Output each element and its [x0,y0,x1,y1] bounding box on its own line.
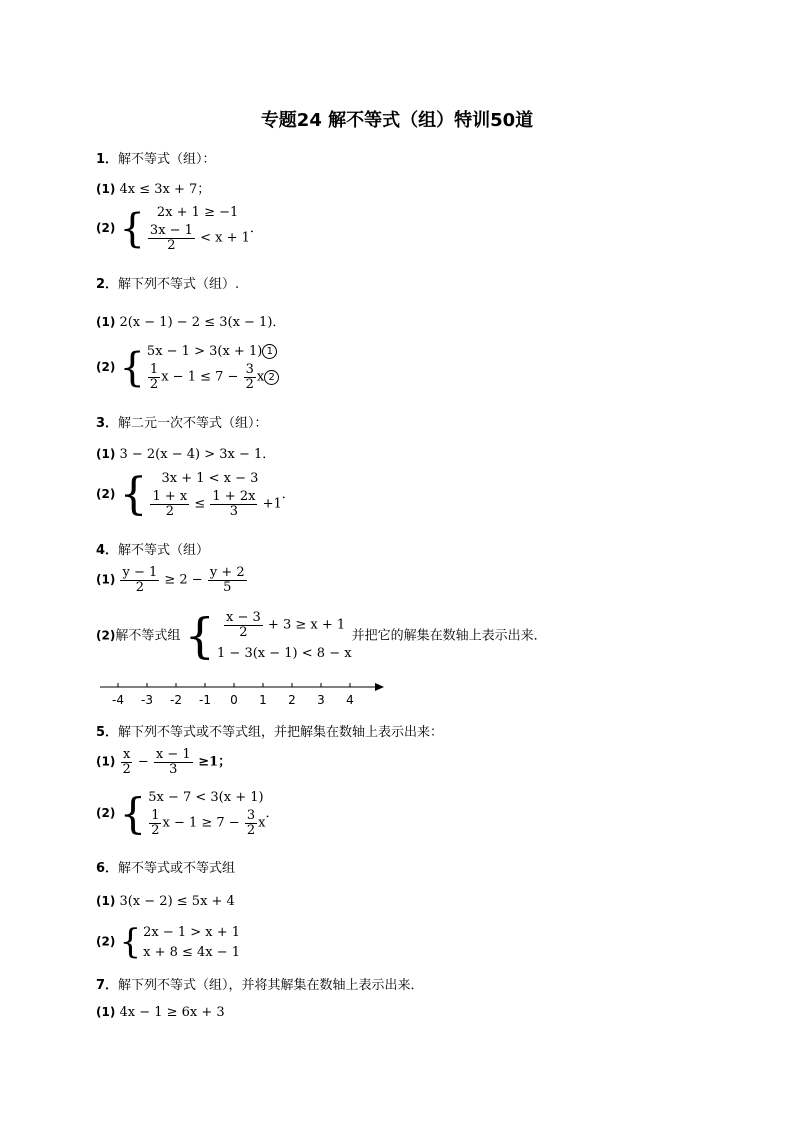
denominator: 2 [239,624,248,640]
inequality: 4x ≤ 3x + 7； [119,182,211,197]
punct: ． [249,221,263,237]
q4-part-2 [96,608,547,664]
expr: +1 [258,496,282,512]
tick-label: 4 [346,693,354,707]
q3-part-1 [96,443,275,462]
question-text: 解不等式（组）： [118,152,216,167]
brace-icon: { [119,789,147,839]
inequality: 3(x − 2) ≤ 5x + 4 [119,894,235,909]
question-text: 解下列不等式或不等式组，并把解集在数轴上表示出来： [118,725,444,740]
part-label: (1) [96,182,116,196]
number-line [96,676,388,710]
part-label: (1) [96,572,116,587]
denominator: 2 [167,237,176,253]
circled-number-icon: 1 [262,344,277,359]
system-row: 1 − 3(x − 1) < 8 − x [217,645,352,661]
part-label: (1) [96,315,116,329]
brace-icon: { [119,205,145,252]
tick-label: 3 [317,693,325,707]
punct: ． [265,806,279,822]
question-text: 解下列不等式（组）. [118,277,240,292]
expr: − [133,754,153,770]
numerator: y − 1 [122,565,158,580]
system-row: 2x − 1 > x + 1 [143,924,241,940]
numerator: 3 [246,808,256,823]
question-2 [96,273,239,292]
expr: + 3 ≥ x + 1 [263,617,346,633]
part-label: (1) [96,894,116,908]
expr: 5x − 1 > 3(x + 1) [146,344,263,359]
question-7 [96,974,424,993]
q7-part-1 [96,1005,225,1020]
q4-part-1 [96,566,248,594]
tick-label: 2 [288,693,296,707]
denominator: 2 [246,822,256,838]
numerator: 1 + 2x [212,489,256,504]
denominator: 2 [122,761,131,777]
question-3 [96,412,268,431]
system-row: 5x − 7 < 3(x + 1) [148,790,264,805]
question-text: 解下列不等式（组），并将其解集在数轴上表示出来． [118,978,424,993]
inequality-system [119,469,281,520]
system-row [149,488,281,520]
part-label: (2) [96,628,116,643]
part-label: (2) [96,806,116,821]
question-6 [96,857,235,876]
numerator: x − 3 [226,610,261,626]
system-row [217,609,352,641]
brace-icon: { [184,608,216,664]
q6-part-1 [96,894,235,909]
denominator: 2 [151,822,160,838]
expr: ≥ 2 − [160,572,207,588]
question-number: 7． [96,978,119,993]
q6-part-2 [96,922,240,962]
system-row [147,222,250,254]
inequality-system [119,788,265,839]
part-label: (1) [96,754,116,769]
tick-label: 1 [259,693,267,707]
punct: ． [281,487,295,503]
brace-icon: { [119,469,148,521]
denominator: 2 [165,503,174,519]
numerator: 1 [151,808,160,823]
expr: < x + 1 [195,230,250,246]
question-4 [96,539,209,558]
part-label: (1) [96,1005,116,1019]
brace-icon: { [119,344,145,391]
q2-part-2 [96,342,279,393]
part-label: (2) [96,360,116,375]
question-number: 6． [96,861,119,876]
question-number: 3． [96,416,119,431]
denominator: 3 [229,503,239,519]
expr: x [258,815,266,831]
tick-label: 0 [230,693,238,707]
arrow-icon [375,683,384,691]
system-row [148,807,265,839]
tick-label: -3 [141,693,153,707]
expr: x [256,369,265,385]
expr: x − 1 ≥ 7 − [162,815,244,831]
inequality: 2(x − 1) − 2 ≤ 3(x − 1)． [119,315,286,330]
inequality: 4x − 1 ≥ 6x + 3 [119,1005,225,1020]
denominator: 2 [149,376,159,392]
numerator: y + 2 [209,565,245,580]
q1-part-1 [96,178,210,197]
part-label: (2) [96,221,116,236]
tick-label: -1 [199,693,211,707]
expr: ≥1； [193,754,232,770]
q2-part-1 [96,311,285,330]
part-label: (2) [96,934,116,949]
numerator: x [122,747,131,762]
brace-icon: { [119,922,142,962]
inequality-system [119,342,279,393]
q5-part-2 [96,788,278,839]
question-number: 4． [96,543,119,558]
q1-part-2 [96,203,263,254]
q5-part-1 [96,748,231,776]
system-row [147,361,279,393]
circled-number-icon: 2 [264,370,279,385]
denominator: 3 [169,761,178,777]
numerator: 1 [149,362,159,377]
denominator: 2 [135,579,144,595]
denominator: 5 [223,579,232,595]
inequality-system [184,608,351,664]
question-5 [96,721,443,740]
question-text: 解不等式或不等式组 [118,861,236,876]
expr: ≤ [190,496,210,512]
instruction-text: 并把它的解集在数轴上表示出来． [351,628,547,644]
expr: x − 1 ≤ 7 − [161,369,243,385]
inequality: 3 − 2(x − 4) > 3x − 1． [119,447,276,462]
page-title: 专题24 解不等式（组）特训50道 [260,110,534,131]
question-text: 解二元一次不等式（组）： [118,416,268,431]
inequality-system [119,922,240,962]
system-row: x + 8 ≤ 4x − 1 [143,944,241,960]
question-number: 1． [96,152,119,167]
question-number: 5． [96,725,119,740]
denominator: 2 [245,376,254,392]
tick-label: -4 [112,693,124,707]
system-row: 3x + 1 < x − 3 [161,471,259,486]
numerator: 3 [245,362,254,377]
part-label: (2) [96,487,116,502]
instruction-text: 解不等式组 [115,628,181,644]
part-label: (1) [96,447,116,461]
inequality-system [119,203,249,254]
system-row: 2x + 1 ≥ −1 [156,205,239,220]
tick-label: -2 [170,693,182,707]
q3-part-2 [96,469,295,520]
system-row [147,342,279,361]
numerator: 1 + x [152,489,188,504]
numerator: x − 1 [155,747,191,762]
question-1 [96,148,216,167]
question-text: 解不等式（组） [118,543,210,558]
numerator: 3x − 1 [149,223,193,238]
question-number: 2． [96,277,119,292]
